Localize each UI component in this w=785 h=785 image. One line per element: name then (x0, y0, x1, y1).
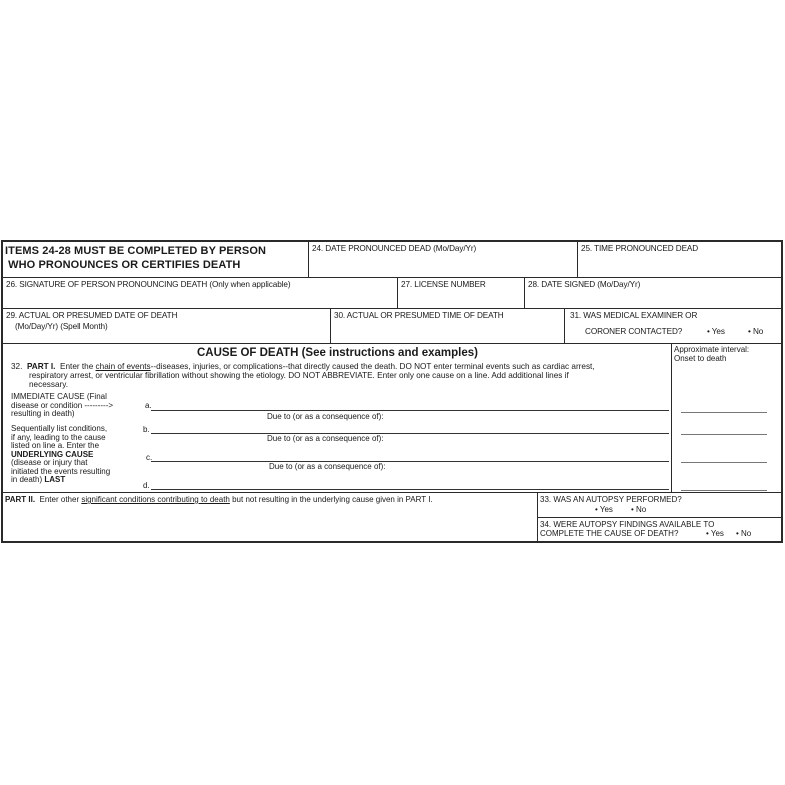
part2-instructions (5, 496, 433, 505)
field-29-date-of-death[interactable] (3, 309, 331, 344)
seq-line2: if any, leading to the cause (11, 432, 106, 442)
field-31-yes-option[interactable]: • Yes (707, 327, 725, 336)
field-24-date-pronounced[interactable] (309, 242, 578, 278)
interval-label-line1: Approximate interval: (674, 345, 750, 354)
part2-text-a: Enter other (35, 495, 82, 504)
interval-label (674, 346, 749, 363)
due-to-label-c: Due to (or as a consequence of): (269, 462, 386, 471)
seq-line3: listed on line a. Enter the (11, 441, 100, 450)
field-27-license-number[interactable] (398, 278, 525, 309)
field-33-no-option[interactable]: • No (631, 505, 647, 514)
part1-instructions (11, 362, 671, 389)
seq-line4: UNDERLYING CAUSE (11, 449, 94, 459)
part2-label: PART II. (5, 495, 36, 504)
immediate-line1: IMMEDIATE CAUSE (Final (11, 392, 107, 401)
seq-line6: initiated the events resulting (11, 466, 111, 476)
part1-text-underlined: chain of events (95, 362, 151, 371)
cause-line-a[interactable] (151, 410, 669, 411)
field-26-signature[interactable] (3, 278, 398, 309)
field-31-sublabel: CORONER CONTACTED? (585, 327, 683, 336)
part2-text-b: but not resulting in the underlying cause given in PART I. (229, 495, 433, 504)
field-31-no-option[interactable]: • No (748, 327, 764, 336)
seq-line7b: LAST (44, 475, 66, 484)
interval-line-a[interactable] (681, 412, 767, 413)
field-34-yes-option[interactable]: • Yes (706, 529, 724, 538)
seq-line1: Sequentially list conditions, (11, 424, 108, 433)
field-33-yes-option[interactable]: • Yes (595, 505, 613, 514)
interval-line-b[interactable] (681, 434, 767, 435)
header-cell (3, 242, 309, 278)
field-33-label: 33. WAS AN AUTOPSY PERFORMED? (540, 495, 682, 504)
line-a-letter: a. (145, 401, 152, 410)
field-24-label: 24. DATE PRONOUNCED DEAD (Mo/Day/Yr) (312, 244, 477, 253)
line-c-letter: c. (146, 453, 153, 462)
immediate-line2: disease or condition ---------> (11, 400, 114, 410)
field-34-autopsy-findings (538, 518, 781, 541)
field-30-label: 30. ACTUAL OR PRESUMED TIME OF DEATH (334, 311, 504, 320)
cause-line-c[interactable] (151, 461, 669, 462)
field-30-time-of-death[interactable] (331, 309, 565, 344)
field-34-no-option[interactable]: • No (736, 529, 752, 538)
field-26-label: 26. SIGNATURE OF PERSON PRONOUNCING DEATH (Only when applicable) (6, 280, 291, 289)
seq-line5: (disease or injury that (11, 458, 88, 467)
cause-of-death-title: CAUSE OF DEATH (See instructions and examples) (197, 347, 478, 359)
field-27-label: 27. LICENSE NUMBER (401, 280, 486, 289)
field-31-label: 31. WAS MEDICAL EXAMINER OR (570, 311, 698, 320)
field-29-sublabel: (Mo/Day/Yr) (Spell Month) (15, 322, 108, 331)
interval-label-line2: Onset to death (674, 353, 727, 363)
field-33-autopsy (538, 492, 781, 518)
field-28-label: 28. DATE SIGNED (Mo/Day/Yr) (528, 280, 641, 289)
field-34-label: 34. WERE AUTOPSY FINDINGS AVAILABLE TO (540, 520, 715, 529)
cause-line-d[interactable] (151, 489, 669, 490)
part1-text-b: --diseases, injuries, or complications--that directly caused the death. DO NOT enter terminal events such as cardiac arrest, (150, 362, 595, 371)
sequential-conditions-label (11, 425, 110, 485)
death-certificate-form (1, 240, 783, 543)
part2-cell[interactable] (3, 492, 538, 541)
seq-line7a: in death) (11, 475, 45, 484)
part1-number: 32. (11, 362, 23, 371)
part1-text-a: Enter the (60, 362, 96, 371)
field-29-label: 29. ACTUAL OR PRESUMED DATE OF DEATH (6, 311, 178, 320)
header-title-line1: ITEMS 24-28 MUST BE COMPLETED BY PERSON (5, 245, 267, 257)
interval-column (671, 344, 781, 492)
field-25-label: 25. TIME PRONOUNCED DEAD (581, 244, 699, 253)
line-d-letter: d. (143, 481, 150, 490)
field-28-date-signed[interactable] (525, 278, 781, 309)
header-title (5, 244, 266, 272)
interval-line-d[interactable] (681, 490, 767, 491)
field-25-time-pronounced[interactable] (578, 242, 781, 278)
part1-text-c: respiratory arrest, or ventricular fibrillation without showing the etiology. DO NOT ABBREVIATE. Enter only one cause on a line. Add additional lines if (29, 371, 569, 380)
cause-line-b[interactable] (151, 433, 669, 434)
interval-line-c[interactable] (681, 462, 767, 463)
header-title-line2: WHO PRONOUNCES OR CERTIFIES DEATH (5, 259, 241, 271)
field-31-medical-examiner (565, 309, 781, 344)
field-34-sublabel: COMPLETE THE CAUSE OF DEATH? (540, 529, 679, 538)
line-b-letter: b. (143, 425, 150, 434)
due-to-label-a: Due to (or as a consequence of): (267, 412, 384, 421)
part1-text-d: necessary. (29, 380, 68, 389)
immediate-cause-label (11, 393, 113, 419)
due-to-label-b: Due to (or as a consequence of): (267, 434, 384, 443)
part2-text-underlined: significant conditions contributing to death (81, 495, 230, 504)
part1-label: PART I. (26, 362, 56, 371)
immediate-line3: resulting in death) (11, 409, 75, 418)
